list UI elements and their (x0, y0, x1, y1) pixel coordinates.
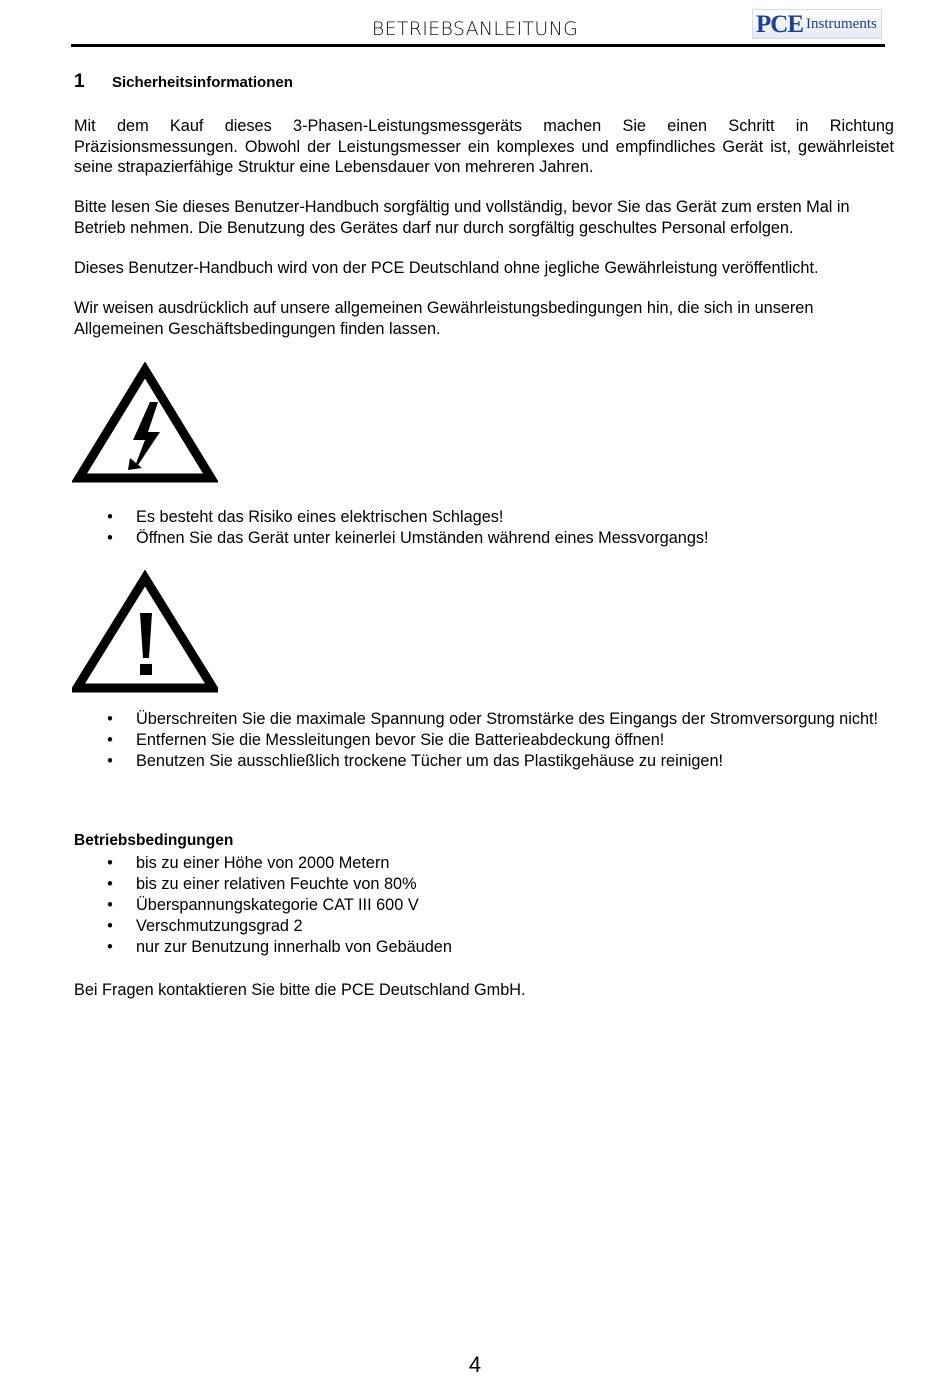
warranty-paragraph: Wir weisen ausdrücklich auf unsere allgemeinen Gewährleistungsbedingungen hin, die sich in unseren Allgemeinen Geschäftsbedingungen finden lassen. (74, 299, 814, 338)
section-title: Sicherheitsinformationen (112, 74, 293, 91)
section-number: 1 (74, 71, 85, 92)
list-item: • bis zu einer relativen Feuchte von 80% (107, 875, 417, 893)
list-item: • Verschmutzungsgrad 2 (107, 917, 303, 935)
instructions-paragraph: Bitte lesen Sie dieses Benutzer-Handbuch sorgfältig und vollständig, bevor Sie das Gerät zum ersten Mal in Betrieb nehmen. Die Benutzung des Gerätes darf nur durch sorgfältig geschultes Personal erfolgen. (74, 198, 850, 237)
logo-wordmark: Instruments (806, 15, 877, 32)
intro-paragraph: Mit dem Kauf dieses 3-Phasen-Leistungsmessgeräts machen Sie einen Schritt in Richtung Präzisionsmessungen. Obwohl der Leistungsmesser ein komplexes und empfindliches Gerät ist, gewährleistet seine strapazierfähige Struktur eine Lebensdauer von mehreren Jahren. (74, 117, 894, 176)
contact-paragraph: Bei Fragen kontaktieren Sie bitte die PCE Deutschland GmbH. (74, 981, 526, 999)
logo-mark: PCE (756, 10, 803, 38)
list-item: • Überschreiten Sie die maximale Spannung oder Stromstärke des Eingangs der Stromversorgung nicht! (107, 710, 879, 728)
header-divider (71, 44, 885, 47)
list-item: • Benutzen Sie ausschließlich trockene Tücher um das Plastikgehäuse zu reinigen! (107, 752, 724, 770)
company-logo (752, 9, 882, 39)
list-item: • Entfernen Sie die Messleitungen bevor Sie die Batterieabdeckung öffnen! (107, 731, 665, 749)
list-item: • nur zur Benutzung innerhalb von Gebäuden (107, 938, 452, 956)
list-item: • Öffnen Sie das Gerät unter keinerlei Umständen während eines Messvorgangs! (107, 529, 709, 547)
operating-conditions-heading: Betriebsbedingungen (74, 832, 234, 849)
document-title: BETRIEBSANLEITUNG (371, 18, 579, 40)
disclaimer-paragraph: Dieses Benutzer-Handbuch wird von der PCE Deutschland ohne jegliche Gewährleistung veröffentlicht. (74, 259, 819, 277)
high-voltage-warning-icon (72, 362, 218, 497)
general-warnings-list (104, 709, 894, 772)
page-number: 4 (468, 1352, 482, 1377)
list-item: • bis zu einer Höhe von 2000 Metern (107, 854, 390, 872)
general-warning-icon (72, 568, 218, 703)
electric-warnings-list (104, 507, 894, 549)
operating-conditions-list (104, 853, 894, 958)
list-item: • Es besteht das Risiko eines elektrischen Schlages! (107, 508, 504, 526)
list-item: • Überspannungskategorie CAT III 600 V (107, 896, 419, 914)
section-heading (74, 71, 293, 93)
